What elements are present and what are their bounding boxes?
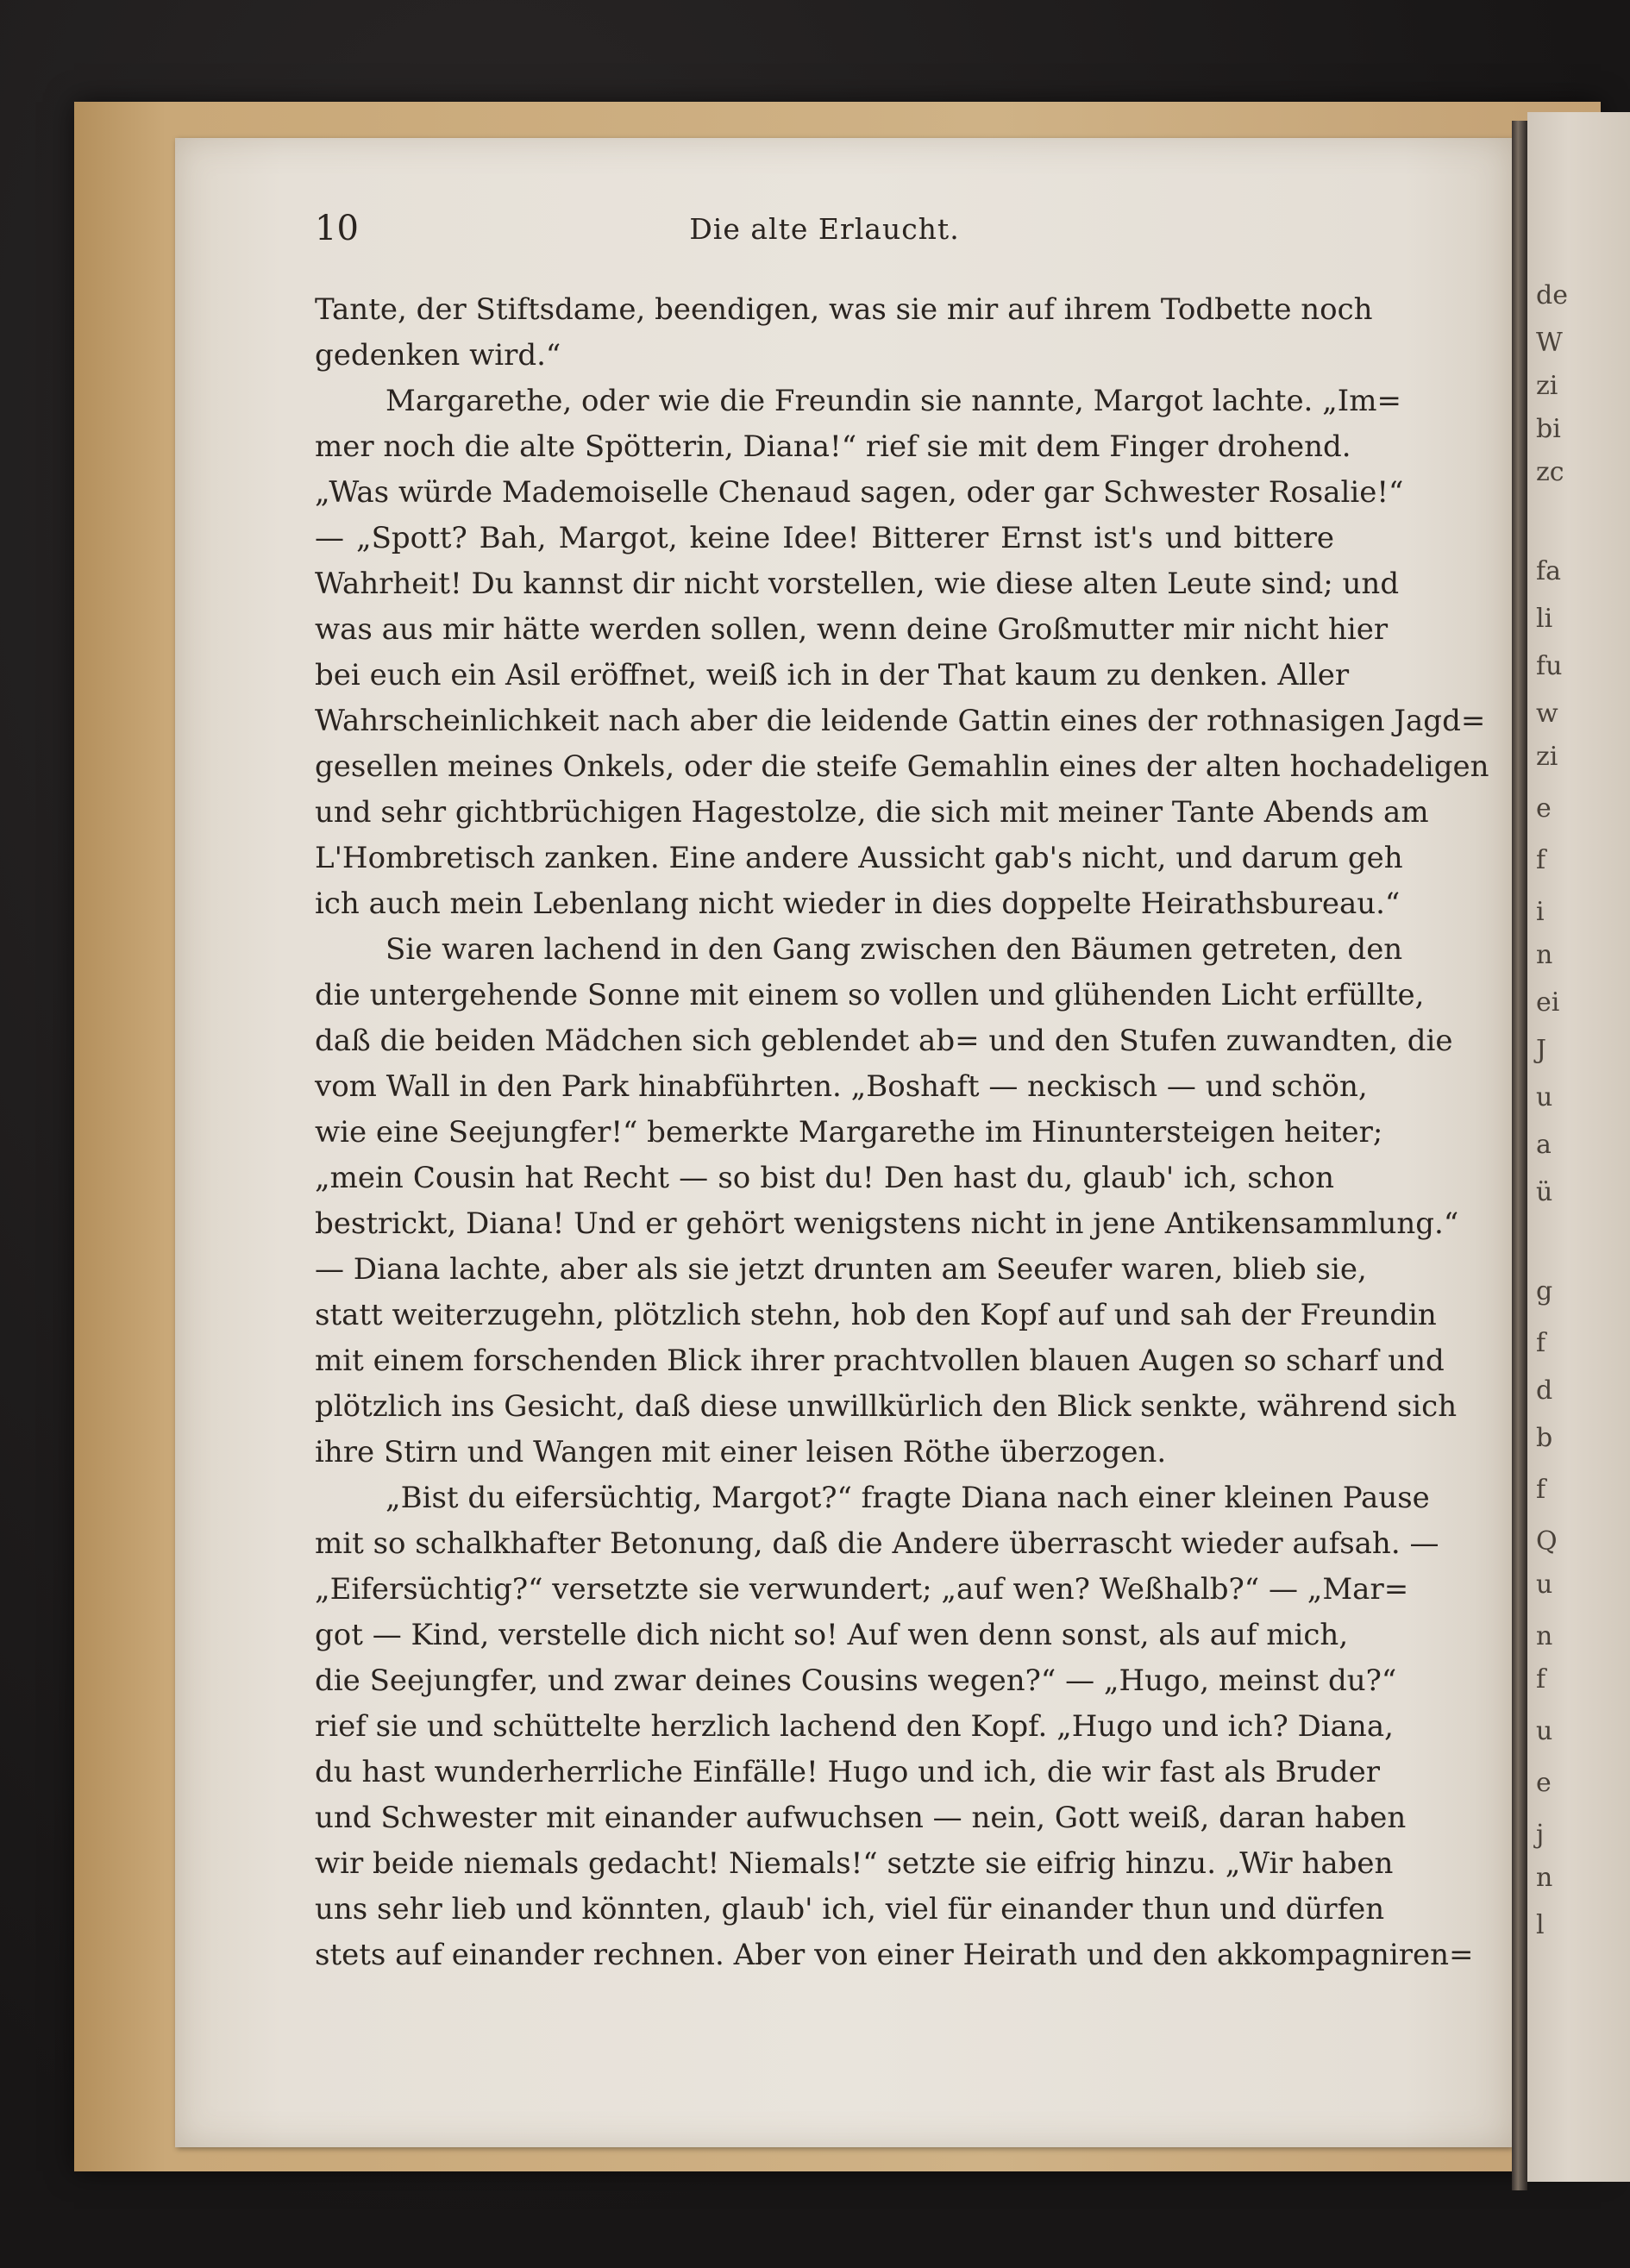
book-gutter: [1512, 121, 1527, 2190]
right-page-glyph: d: [1536, 1375, 1553, 1406]
right-page-glyph: li: [1536, 604, 1553, 634]
text-line: mit so schalkhafter Betonung, daß die Andere überrascht wieder aufsah. —: [315, 1526, 1439, 1561]
text-line: L'Hombretisch zanken. Eine andere Aussicht gab's nicht, und darum geh: [315, 841, 1403, 875]
right-page-glyph: ü: [1536, 1177, 1553, 1207]
right-page-glyph: f: [1536, 845, 1546, 875]
right-page-glyph: zi: [1536, 371, 1558, 401]
text-line: „mein Cousin hat Recht — so bist du! Den hast du, glaub' ich, schon: [315, 1161, 1334, 1195]
right-page-glyph: ei: [1536, 987, 1560, 1018]
right-page-glyph: f: [1536, 1664, 1546, 1695]
right-page-glyph: f: [1536, 1475, 1546, 1505]
text-line: du hast wunderherrliche Einfälle! Hugo und ich, die wir fast als Bruder: [315, 1755, 1380, 1789]
right-page-glyph: e: [1536, 793, 1552, 824]
right-page-glyph: bi: [1536, 414, 1561, 444]
text-line: Wahrheit! Du kannst dir nicht vorstellen, wie diese alten Leute sind; und: [315, 567, 1400, 601]
right-page-glyph: u: [1536, 1716, 1553, 1746]
text-line: — „Spott? Bah, Margot, keine Idee! Bitterer Ernst ist's und bittere: [315, 521, 1334, 555]
right-page-glyph: u: [1536, 1569, 1553, 1600]
right-book-page-edge: [1527, 112, 1630, 2182]
page-header: [315, 209, 1334, 252]
text-line: — Diana lachte, aber als sie jetzt drunten am Seeufer waren, blieb sie,: [315, 1252, 1367, 1287]
right-page-glyph: zi: [1536, 742, 1558, 772]
text-line: Sie waren lachend in den Gang zwischen den Bäumen getreten, den: [386, 932, 1403, 967]
body-text: [315, 287, 1489, 1978]
text-line: ich auch mein Lebenlang nicht wieder in dies doppelte Heirathsbureau.“: [315, 887, 1401, 921]
text-line: ihre Stirn und Wangen mit einer leisen Röthe überzogen.: [315, 1435, 1167, 1469]
text-line: stets auf einander rechnen. Aber von einer Heirath und den akkompagniren=: [315, 1938, 1474, 1972]
text-line: got — Kind, verstelle dich nicht so! Auf wen denn sonst, als auf mich,: [315, 1618, 1349, 1652]
right-page-glyph: de: [1536, 280, 1568, 310]
text-line: mit einem forschenden Blick ihrer prachtvollen blauen Augen so scharf und: [315, 1344, 1445, 1378]
right-page-glyph: n: [1536, 1621, 1553, 1651]
right-page-glyph: W: [1536, 328, 1563, 358]
text-line: gedenken wird.“: [315, 338, 561, 373]
right-page-glyph: e: [1536, 1768, 1552, 1798]
text-line: Wahrscheinlichkeit nach aber die leidende Gattin eines der rothnasigen Jagd=: [315, 704, 1486, 738]
text-line: Margarethe, oder wie die Freundin sie nannte, Margot lachte. „Im=: [386, 384, 1401, 418]
right-page-glyph: i: [1536, 897, 1545, 927]
text-line: und Schwester mit einander aufwuchsen — nein, Gott weiß, daran haben: [315, 1801, 1407, 1835]
right-page-glyph: a: [1536, 1130, 1552, 1160]
text-line: bestrickt, Diana! Und er gehört wenigstens nicht in jene Antikensammlung.“: [315, 1206, 1459, 1241]
text-line: „Eifersüchtig?“ versetzte sie verwundert; „auf wen? Weßhalb?“ — „Mar=: [315, 1572, 1409, 1607]
text-line: daß die beiden Mädchen sich geblendet ab= und den Stufen zuwandten, die: [315, 1024, 1453, 1058]
text-line: und sehr gichtbrüchigen Hagestolze, die sich mit meiner Tante Abends am: [315, 795, 1429, 830]
text-line: vom Wall in den Park hinabführten. „Boshaft — neckisch — und schön,: [315, 1069, 1368, 1104]
right-page-glyph: zc: [1536, 457, 1564, 487]
right-page-glyph: b: [1536, 1423, 1553, 1453]
right-page-glyph: fa: [1536, 556, 1561, 586]
page-number: 10: [315, 209, 359, 248]
text-line: Tante, der Stiftsdame, beendigen, was sie mir auf ihrem Todbette noch: [315, 292, 1373, 327]
right-page-glyph: n: [1536, 1863, 1553, 1893]
text-line: uns sehr lieb und könnten, glaub' ich, viel für einander thun und dürfen: [315, 1892, 1385, 1927]
right-page-glyph: g: [1536, 1276, 1553, 1306]
running-title: Die alte Erlaucht.: [689, 212, 960, 246]
right-page-glyph: fu: [1536, 651, 1563, 681]
right-page-glyph: f: [1536, 1328, 1546, 1358]
right-page-glyph: w: [1536, 699, 1558, 729]
text-line: gesellen meines Onkels, oder die steife Gemahlin eines der alten hochadeligen: [315, 749, 1489, 784]
text-line: die untergehende Sonne mit einem so vollen und glühenden Licht erfüllte,: [315, 978, 1425, 1012]
text-line: rief sie und schüttelte herzlich lachend den Kopf. „Hugo und ich? Diana,: [315, 1709, 1394, 1744]
right-page-glyph: Q: [1536, 1526, 1558, 1557]
right-page-glyph: l: [1536, 1910, 1545, 1940]
text-line: „Bist du eifersüchtig, Margot?“ fragte Diana nach einer kleinen Pause: [386, 1481, 1430, 1515]
right-page-glyph: n: [1536, 940, 1553, 970]
text-line: „Was würde Mademoiselle Chenaud sagen, oder gar Schwester Rosalie!“: [315, 475, 1404, 510]
text-line: was aus mir hätte werden sollen, wenn deine Großmutter mir nicht hier: [315, 612, 1389, 647]
text-line: wir beide niemals gedacht! Niemals!“ setzte sie eifrig hinzu. „Wir haben: [315, 1846, 1394, 1881]
text-line: die Seejungfer, und zwar deines Cousins wegen?“ — „Hugo, meinst du?“: [315, 1663, 1397, 1698]
text-line: mer noch die alte Spötterin, Diana!“ rief sie mit dem Finger drohend.: [315, 429, 1351, 464]
text-line: plötzlich ins Gesicht, daß diese unwillkürlich den Blick senkte, während sich: [315, 1389, 1458, 1424]
text-line: wie eine Seejungfer!“ bemerkte Margarethe im Hinuntersteigen heiter;: [315, 1115, 1383, 1150]
text-line: bei euch ein Asil eröffnet, weiß ich in der That kaum zu denken. Aller: [315, 658, 1350, 692]
text-line: statt weiterzugehn, plötzlich stehn, hob den Kopf auf und sah der Freundin: [315, 1298, 1437, 1332]
right-page-glyph: j: [1536, 1820, 1545, 1850]
right-page-glyph: J: [1536, 1035, 1547, 1065]
right-page-glyph: u: [1536, 1082, 1553, 1112]
